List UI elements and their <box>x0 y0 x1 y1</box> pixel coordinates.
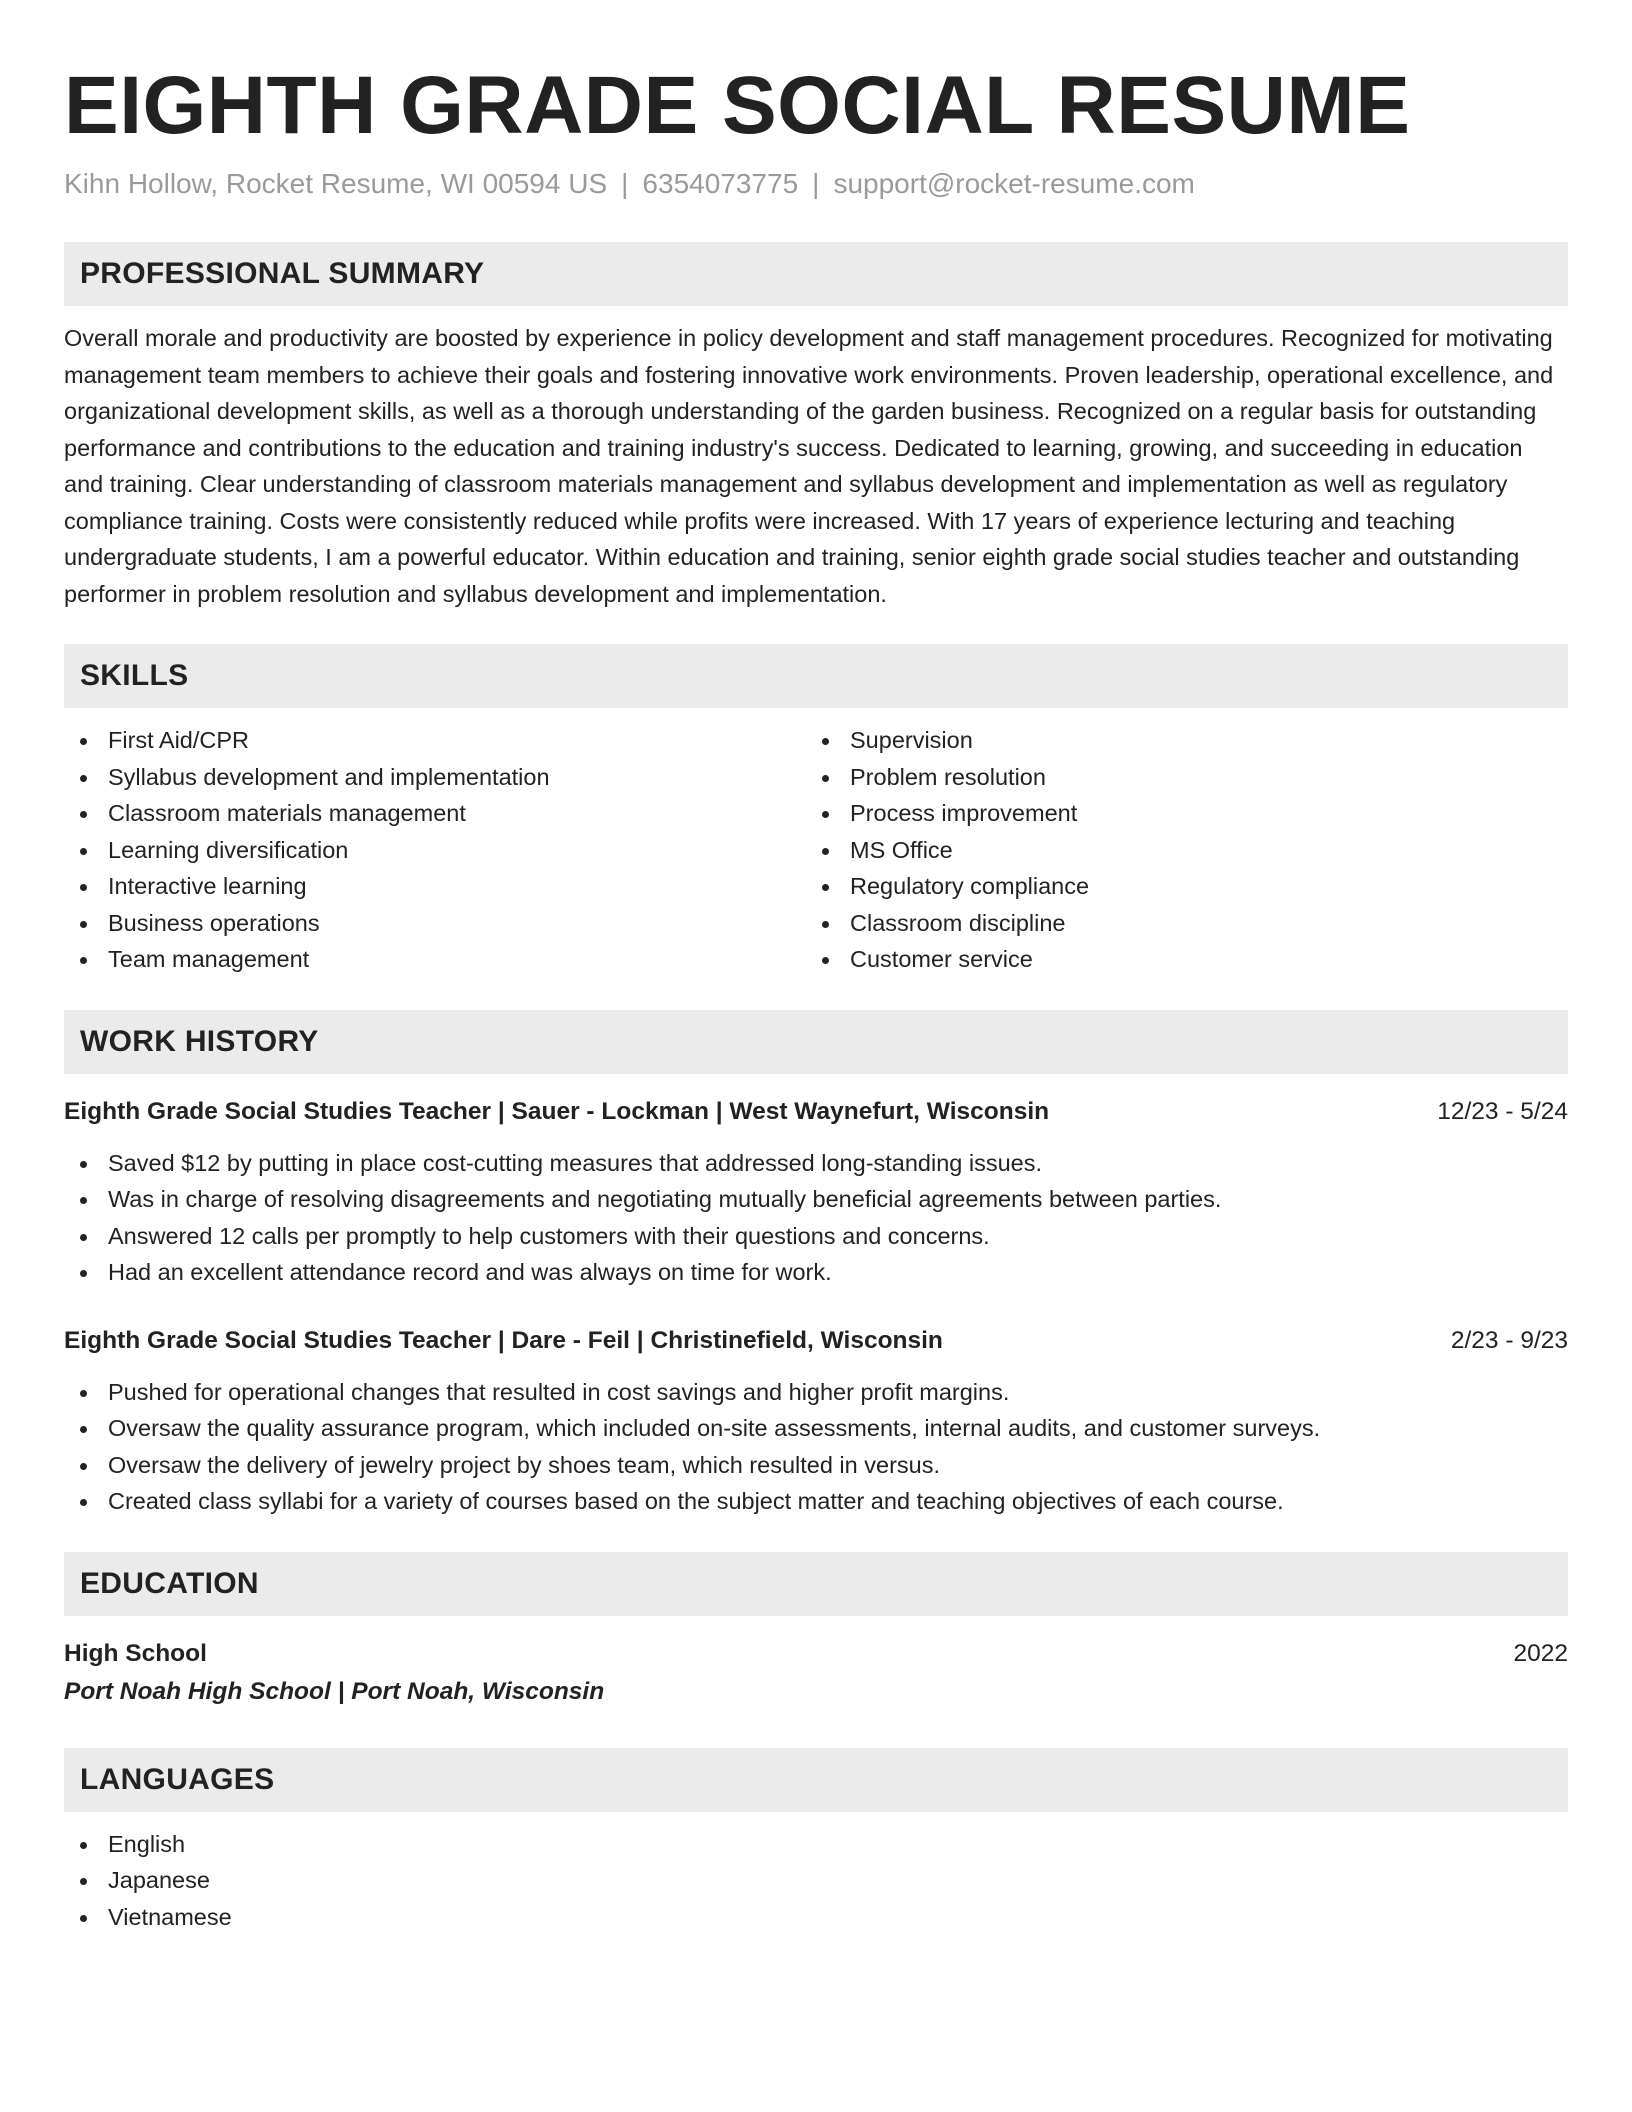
education-heading: EDUCATION <box>64 1552 1568 1616</box>
skills-columns <box>64 722 1568 978</box>
job-title: Eighth Grade Social Studies Teacher | Dare - Feil | Christinefield, Wisconsin <box>64 1326 943 1354</box>
job-bullets <box>64 1374 1568 1520</box>
summary-heading: PROFESSIONAL SUMMARY <box>64 242 1568 306</box>
job-dates: 12/23 - 5/24 <box>1437 1097 1568 1125</box>
education-school: Port Noah High School | Port Noah, Wisconsin <box>64 1677 605 1705</box>
skill-item: Problem resolution <box>806 759 1548 796</box>
contact-separator: | <box>812 168 820 199</box>
languages-list <box>64 1826 1568 1936</box>
languages-section <box>64 1748 1568 1936</box>
job-entry <box>64 1323 1568 1520</box>
skill-item: Supervision <box>806 722 1548 759</box>
skill-item: MS Office <box>806 832 1548 869</box>
job-title: Eighth Grade Social Studies Teacher | Sauer - Lockman | West Waynefurt, Wisconsin <box>64 1097 1050 1125</box>
job-bullet: Oversaw the quality assurance program, which included on-site assessments, internal audits, and customer surveys. <box>64 1410 1568 1447</box>
skills-list-right <box>806 722 1548 978</box>
contact-email: support@rocket-resume.com <box>833 168 1195 199</box>
job-bullet: Was in charge of resolving disagreements and negotiating mutually beneficial agreements between parties. <box>64 1181 1568 1218</box>
summary-section <box>64 242 1568 612</box>
language-item: Japanese <box>64 1862 1568 1899</box>
skill-item: Customer service <box>806 941 1548 978</box>
work-section <box>64 1010 1568 1520</box>
skill-item: Team management <box>64 941 806 978</box>
skill-item: Learning diversification <box>64 832 806 869</box>
skill-item: Syllabus development and implementation <box>64 759 806 796</box>
job-bullet: Had an excellent attendance record and was always on time for work. <box>64 1254 1568 1291</box>
job-bullet: Saved $12 by putting in place cost-cutting measures that addressed long-standing issues. <box>64 1145 1568 1182</box>
skills-list-left <box>64 722 806 978</box>
job-bullet: Oversaw the delivery of jewelry project by shoes team, which resulted in versus. <box>64 1447 1568 1484</box>
skill-item: Interactive learning <box>64 868 806 905</box>
job-header <box>64 1094 1568 1130</box>
work-heading: WORK HISTORY <box>64 1010 1568 1074</box>
job-dates: 2/23 - 9/23 <box>1450 1326 1568 1354</box>
education-year: 2022 <box>1513 1639 1568 1667</box>
contact-phone: 6354073775 <box>642 168 799 199</box>
job-header <box>64 1323 1568 1359</box>
skill-item: First Aid/CPR <box>64 722 806 759</box>
skill-item: Business operations <box>64 905 806 942</box>
skills-section <box>64 644 1568 978</box>
skill-item: Classroom discipline <box>806 905 1548 942</box>
job-bullets <box>64 1145 1568 1291</box>
job-bullet: Created class syllabi for a variety of courses based on the subject matter and teaching objectives of each course. <box>64 1483 1568 1520</box>
skill-item: Process improvement <box>806 795 1548 832</box>
summary-text: Overall morale and productivity are boosted by experience in policy development and staff management procedures. Recognized for motivating management team members to achieve their goals and fostering innovative work environments. Proven leadership, operational excellence, and organizational development skills, as well as a thorough understanding of the garden business. Recognized on a regular basis for outstanding performance and contributions to the education and training industry's success. Dedicated to learning, growing, and succeeding in education and training. Clear understanding of classroom materials management and syllabus development and implementation as well as regulatory compliance training. Costs were consistently reduced while profits were increased. With 17 years of experience lecturing and teaching undergraduate students, I am a powerful educator. Within education and training, senior eighth grade social studies teacher and outstanding performer in problem resolution and syllabus development and implementation. <box>64 325 1554 607</box>
job-entry <box>64 1094 1568 1291</box>
skills-heading: SKILLS <box>64 644 1568 708</box>
contact-address: Kihn Hollow, Rocket Resume, WI 00594 US <box>64 168 608 199</box>
language-item: English <box>64 1826 1568 1863</box>
languages-heading: LANGUAGES <box>64 1748 1568 1812</box>
language-item: Vietnamese <box>64 1899 1568 1936</box>
skills-column-right <box>806 722 1548 978</box>
education-entry <box>64 1636 1568 1710</box>
resume-name: EIGHTH GRADE SOCIAL RESUME <box>64 60 1411 151</box>
skill-item: Classroom materials management <box>64 795 806 832</box>
job-bullet: Pushed for operational changes that resulted in cost savings and higher profit margins. <box>64 1374 1568 1411</box>
job-bullet: Answered 12 calls per promptly to help customers with their questions and concerns. <box>64 1218 1568 1255</box>
education-header <box>64 1636 1568 1672</box>
education-section <box>64 1552 1568 1710</box>
skills-column-left <box>64 722 806 978</box>
skill-item: Regulatory compliance <box>806 868 1548 905</box>
contact-line <box>64 166 1568 202</box>
contact-separator: | <box>621 168 629 199</box>
resume-page <box>64 0 1568 1935</box>
education-degree: High School <box>64 1639 207 1667</box>
